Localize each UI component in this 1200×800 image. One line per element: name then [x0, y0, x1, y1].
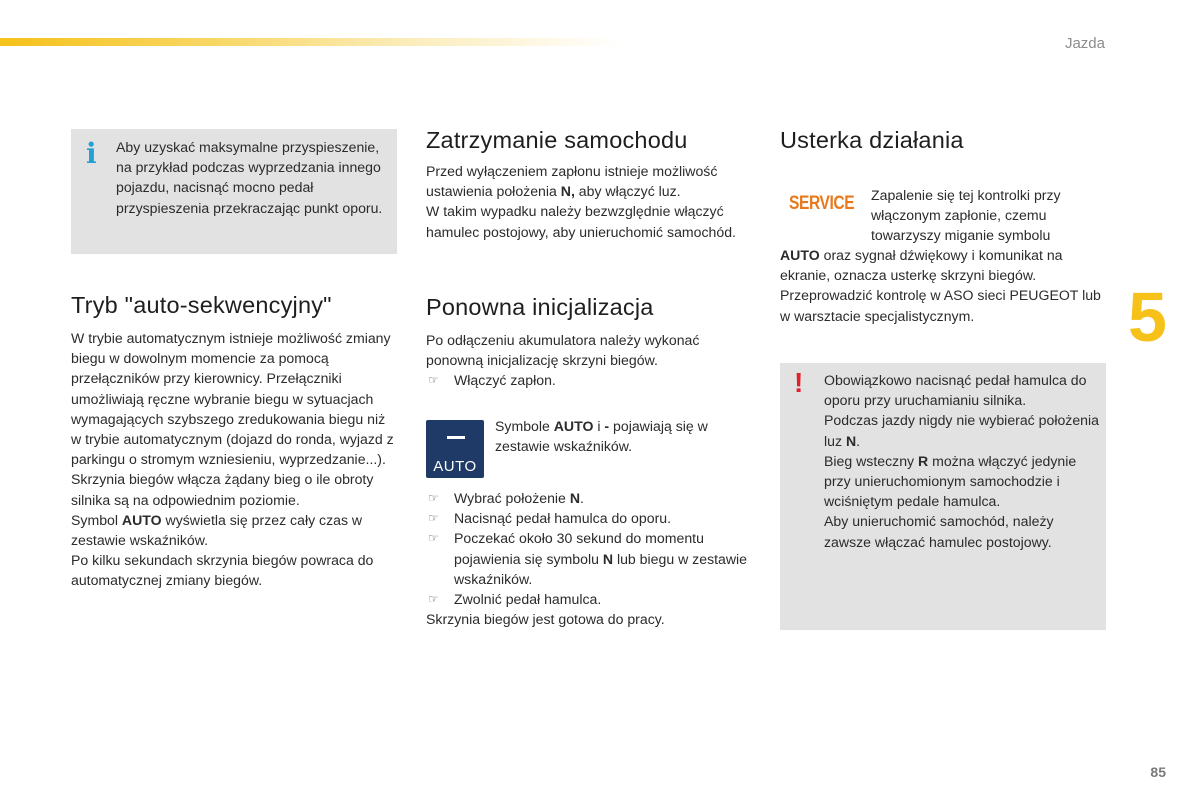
- text-run: Podczas jazdy nigdy nie wybierać położenia luz: [824, 412, 1099, 449]
- info-text: Aby uzyskać maksymalne przyspieszenie, na przykład podczas wyprzedzania innego pojazdu, nacisnąć mocno pedał przyspieszenia przekraczając punkt oporu.: [116, 139, 383, 216]
- warning-icon: !: [794, 367, 804, 398]
- stopping-section: [426, 127, 754, 242]
- list-item: ☞ Nacisnąć pedał hamulca do oporu.: [426, 508, 756, 528]
- list-item: ☞ Włączyć zapłon.: [426, 370, 754, 390]
- warning-box: [780, 363, 1106, 630]
- neutral-symbol-text: N: [602, 550, 614, 567]
- auto-sequential-p1: W trybie automatycznym istnieje możliwość zmiany biegu w dowolnym momencie za pomocą przełączników przy kierownicy. Przełączniki umożliwiają ręczne wybranie biegu w sytuacjach wymagających szybszego zredukowania biegu niż w trybie automatycznym (dojazd do ronda, wyjazd z parkingu o stromym wzniesieniu, wyprzedzanie...).: [71, 330, 394, 468]
- service-warning-icon: SERVICE: [789, 193, 855, 214]
- text-run: Bieg wsteczny: [824, 452, 918, 469]
- dash-symbol: [447, 436, 465, 439]
- text-run: aby włączyć luz.: [574, 183, 681, 200]
- auto-badge-label: AUTO: [433, 458, 477, 475]
- reinit-p1: Po odłączeniu akumulatora należy wykonać ponowną inicjalizację skrzyni biegów.: [426, 332, 700, 369]
- malfunction-body: [780, 245, 1110, 326]
- auto-sequential-p3: [71, 510, 399, 550]
- info-icon: i: [86, 137, 97, 170]
- reinit-steps: [426, 488, 756, 629]
- text-run: Przed wyłączeniem zapłonu istnieje możliwość ustawienia położenia: [426, 163, 718, 200]
- reinit-symbol-note: [495, 416, 755, 456]
- warning-line: Obowiązkowo nacisnąć pedał hamulca do oporu przy uruchamianiu silnika.: [824, 372, 1087, 409]
- dash-symbol-text: -: [604, 418, 610, 434]
- list-item: ☞ Zwolnić pedał hamulca.: [426, 589, 756, 609]
- malfunction-section: [780, 127, 1110, 154]
- reinit-final: Skrzynia biegów jest gotowa do pracy.: [426, 611, 665, 628]
- auto-sequential-p2: Skrzynia biegów włącza żądany bieg o ile obroty silnika są na odpowiednim poziomie.: [71, 471, 374, 508]
- neutral-symbol-text: N: [845, 432, 857, 449]
- header-accent-bar: [0, 38, 620, 46]
- text-run: oraz sygnał dźwiękowy i komunikat na ekranie, oznacza usterkę skrzyni biegów. Przeprowadzić kontrolę w ASO sieci PEUGEOT lub w warsztacie specjalistycznym.: [780, 247, 1101, 324]
- text-run: pojawiają się w zestawie wskaźników.: [495, 418, 708, 455]
- text-run: .: [856, 432, 861, 449]
- text-run: lub biegu w zestawie wskaźników.: [454, 550, 748, 587]
- reinit-section: [426, 294, 754, 391]
- reinit-step-list-2: [426, 488, 756, 609]
- neutral-symbol-text: N: [569, 490, 580, 506]
- malfunction-lead: Zapalenie się tej kontrolki przy włączonym zapłonie, czemu towarzyszy miganie symbolu: [871, 187, 1061, 244]
- malfunction-title: Usterka działania: [780, 127, 964, 153]
- warning-line: Aby unieruchomić samochód, należy zawsze włączać hamulec postojowy.: [824, 513, 1054, 550]
- auto-sequential-title: Tryb "auto-sekwencyjny": [71, 292, 332, 318]
- info-box: [71, 129, 397, 254]
- auto-mode-badge-icon: [426, 420, 484, 478]
- auto-symbol-text: AUTO: [780, 247, 820, 263]
- text-run: i: [593, 418, 605, 434]
- reverse-symbol-text: R: [918, 452, 929, 469]
- stopping-title: Zatrzymanie samochodu: [426, 127, 688, 153]
- auto-sequential-p4: Po kilku sekundach skrzynia biegów powraca do automatycznej zmiany biegów.: [71, 552, 374, 589]
- stopping-p1: [426, 161, 754, 201]
- auto-symbol-text: AUTO: [553, 418, 594, 434]
- text-run: można włączyć jedynie przy unieruchomionym samochodzie i wciśniętym pedale hamulca.: [824, 452, 1077, 510]
- chapter-number: 5: [1128, 278, 1167, 356]
- reinit-title: Ponowna inicjalizacja: [426, 294, 654, 320]
- warning-text: [824, 370, 1100, 552]
- auto-sequential-section: [71, 292, 399, 591]
- page-number: 85: [1150, 764, 1166, 780]
- text-run: wyświetla się przez cały czas w zestawie wskaźników.: [71, 511, 363, 549]
- neutral-symbol-text: N,: [560, 183, 575, 200]
- text-run: Symbole: [495, 418, 554, 434]
- list-item: [426, 488, 756, 508]
- list-item: [426, 528, 756, 589]
- section-title: Jazda: [1064, 35, 1105, 52]
- stopping-p2: W takim wypadku należy bezwzględnie włączyć hamulec postojowy, aby unieruchomić samochód.: [426, 203, 736, 240]
- auto-symbol-text: AUTO: [121, 511, 162, 528]
- text-run: Poczekać około 30 sekund do momentu pojawienia się symbolu: [454, 530, 704, 567]
- text-run: .: [580, 490, 584, 506]
- reinit-step-list-1: [426, 370, 754, 390]
- text-run: Wybrać położenie: [454, 490, 570, 506]
- text-run: Symbol: [71, 511, 122, 528]
